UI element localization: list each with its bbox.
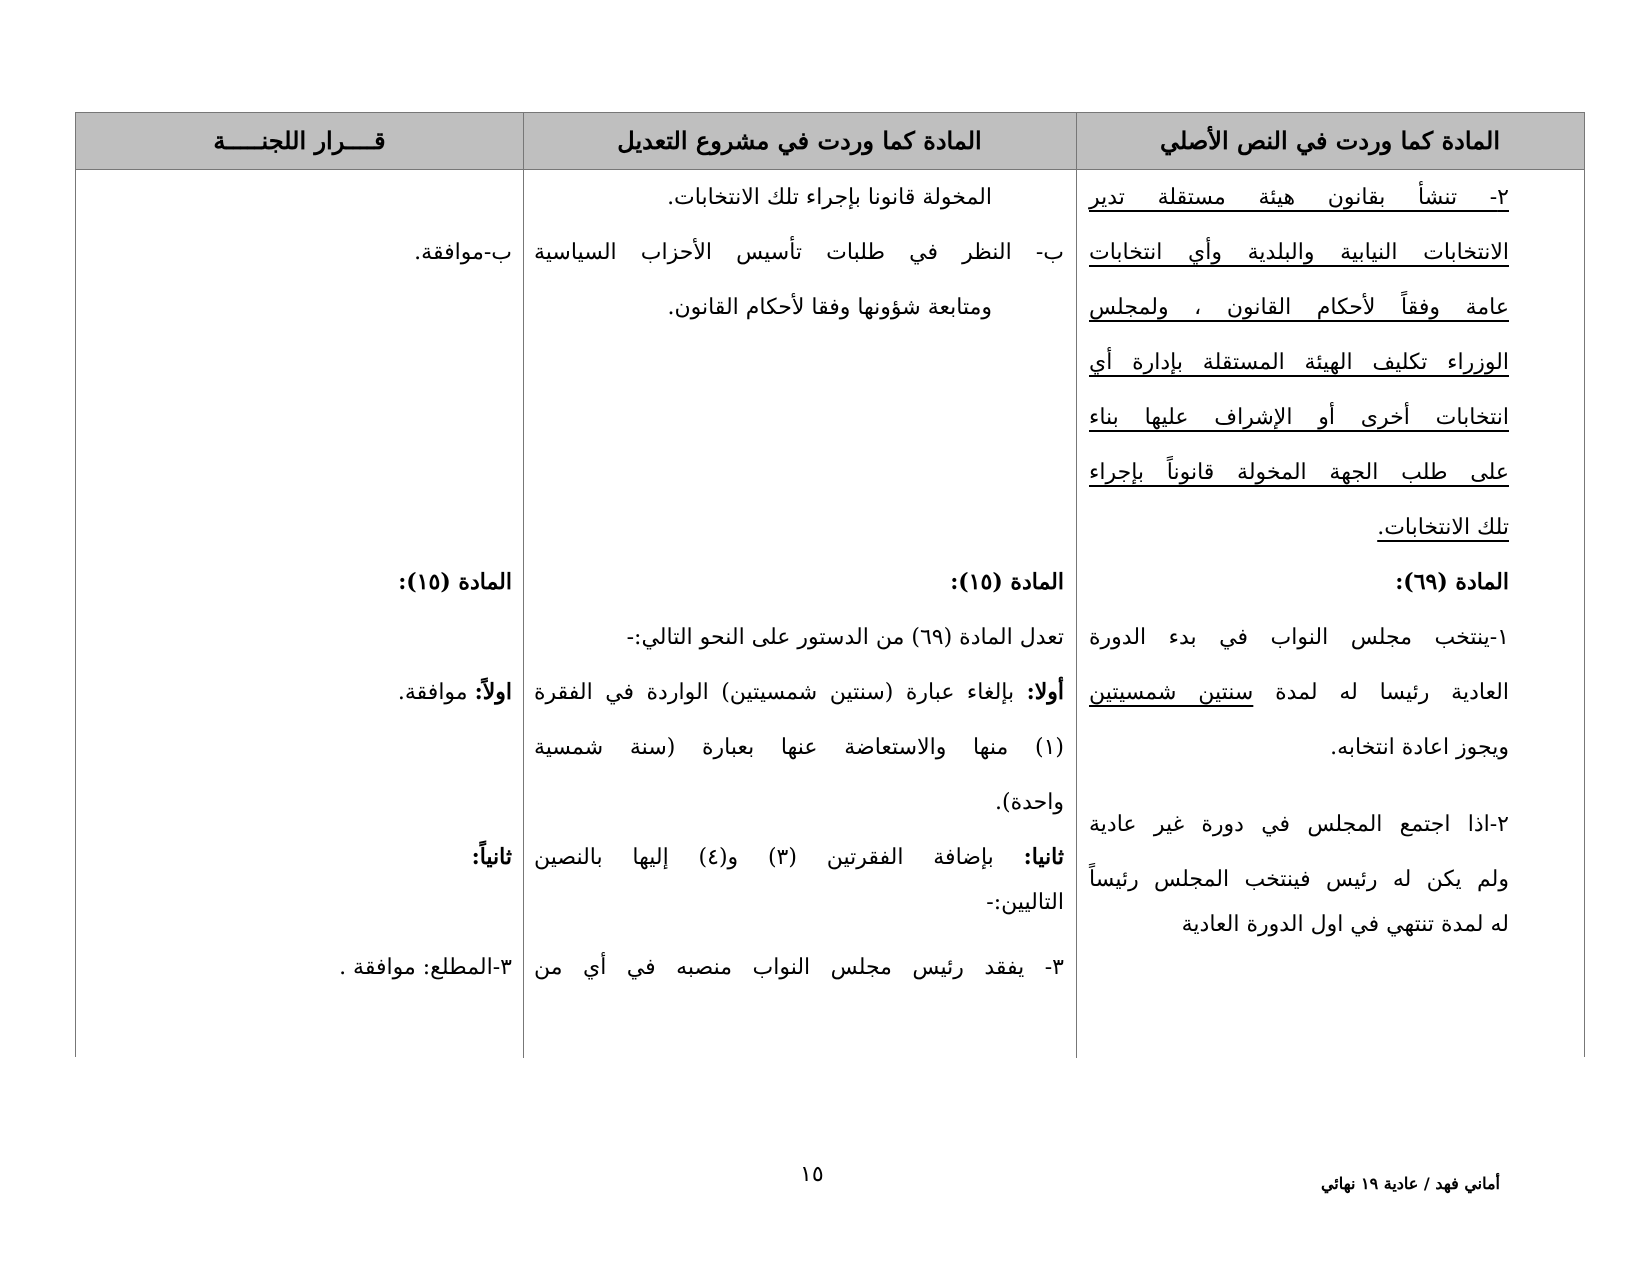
decision-line: اولاً: موافقة. <box>397 679 512 705</box>
header-original: المادة كما وردت في النص الأصلي <box>1159 126 1501 155</box>
decision-column <box>296 170 512 995</box>
original-line: له لمدة تنتهي في اول الدورة العادية <box>1181 912 1509 937</box>
page-number: ١٥ <box>800 1162 824 1187</box>
original-line: انتخابات أخرى أو الإشراف عليها بناء <box>1089 405 1509 430</box>
amendment-line: ب- النظر في طلبات تأسيس الأحزاب السياسية <box>534 240 1064 265</box>
amendment-line: واحدة). <box>995 790 1064 815</box>
amendment-article-title: المادة (١٥): <box>950 569 1064 595</box>
original-line: العادية رئيسا له لمدة سنتين شمسيتين <box>1089 680 1509 705</box>
decision-line: ثانياً: <box>471 844 512 870</box>
amendment-line: المخولة قانونا بإجراء تلك الانتخابات. <box>667 185 992 210</box>
underlined-phrase: سنتين شمسيتين <box>1089 680 1254 705</box>
original-line: الانتخابات النيابية والبلدية وأي انتخابات <box>1089 240 1509 265</box>
original-line: عامة وفقاً لأحكام القانون ، ولمجلس <box>1089 295 1509 320</box>
amendment-line: أولا: بإلغاء عبارة (سنتين شمسيتين) الواردة في الفقرة <box>534 679 1064 705</box>
amendment-line: (١) منها والاستعاضة عنها بعبارة (سنة شمسية <box>534 735 1064 760</box>
original-line: ولم يكن له رئيس فينتخب المجلس رئيساً <box>1089 867 1509 892</box>
decision-line: ٣-المطلع: موافقة . <box>339 955 512 980</box>
header-amendment: المادة كما وردت في مشروع التعديل <box>617 126 982 155</box>
original-line: تلك الانتخابات. <box>1377 515 1509 540</box>
original-line: ويجوز اعادة انتخابه. <box>1330 735 1509 760</box>
original-line: ١-ينتخب مجلس النواب في بدء الدورة <box>1089 625 1509 650</box>
original-line: ٢- تنشأ بقانون هيئة مستقلة تدير <box>1089 185 1509 210</box>
original-line: الوزراء تكليف الهيئة المستقلة بإدارة أي <box>1089 350 1509 375</box>
original-line: على طلب الجهة المخولة قانوناً بإجراء <box>1089 460 1509 485</box>
column-divider-right <box>1076 113 1077 1058</box>
amendment-line: ومتابعة شؤونها وفقا لأحكام القانون. <box>667 295 992 320</box>
column-divider-left <box>523 113 524 1058</box>
footer-note: أماني فهد / عادية ١٩ نهائي <box>1320 1174 1500 1193</box>
amendment-line: تعدل المادة (٦٩) من الدستور على النحو التالي:- <box>626 625 1064 650</box>
decision-article-title: المادة (١٥): <box>398 569 512 595</box>
original-line: ٢-اذا اجتمع المجلس في دورة غير عادية <box>1089 812 1509 837</box>
amendment-line: ثانيا: بإضافة الفقرتين (٣) و(٤) إليها بالنصين <box>534 844 1064 870</box>
original-text-column <box>1089 170 1509 952</box>
decision-line: ب-موافقة. <box>414 240 512 265</box>
comparison-table <box>75 112 1585 1057</box>
amendment-text-column <box>534 170 1064 995</box>
original-article-title: المادة (٦٩): <box>1395 569 1509 595</box>
amendment-line: ٣- يفقد رئيس مجلس النواب منصبه في أي من <box>534 955 1064 980</box>
amendment-line: التاليين:- <box>986 890 1064 915</box>
header-decision: قــــرار اللجنـــــة <box>213 126 386 155</box>
table-header <box>76 113 1584 170</box>
